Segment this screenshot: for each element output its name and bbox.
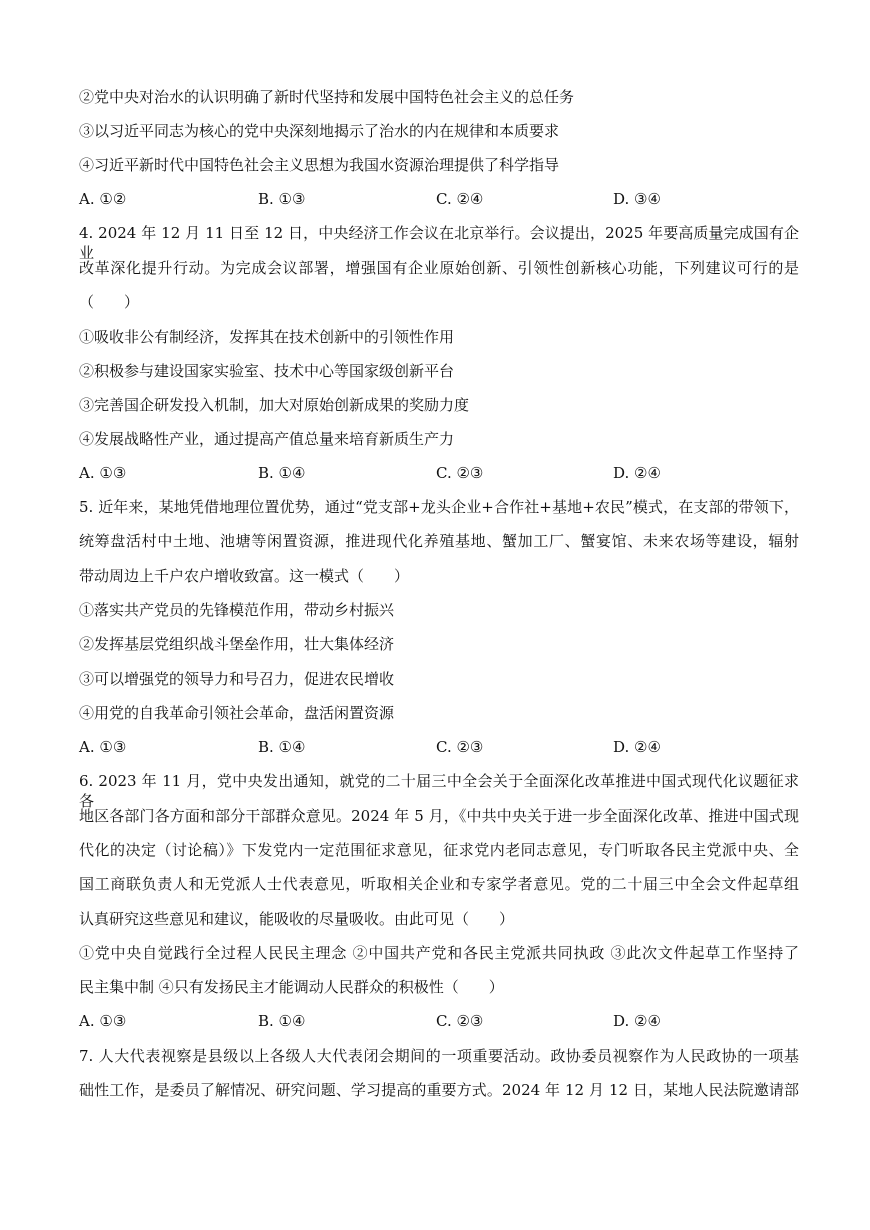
q6-stem-line-4: 国工商联负责人和无党派人士代表意见，听取相关企业和专家学者意见。党的二十届三中全会文件起草组	[79, 875, 799, 893]
q4-stem-line-2: 改革深化提升行动。为完成会议部署，增强国有企业原始创新、引领性创新核心功能，下列建议可行的是	[79, 259, 799, 277]
q6-stem-line-5: 认真研究这些意见和建议，能吸收的尽量吸收。由此可见（ ）	[79, 910, 515, 928]
q3-choice-a: A. ①②	[79, 190, 127, 208]
q6-stem-line-2: 地区各部门各方面和部分干部群众意见。2024 年 5 月，《中共中央关于进一步全面深化改革、推进中国式现	[79, 807, 799, 825]
q5-option-3: ③可以增强党的领导力和号召力，促进农民增收	[79, 670, 395, 688]
q5-choice-a: A. ①③	[79, 738, 127, 756]
q4-option-2: ②积极参与建设国家实验室、技术中心等国家级创新平台	[79, 362, 455, 380]
q5-choice-c: C. ②③	[436, 738, 484, 756]
q7-stem-line-2: 础性工作，是委员了解情况、研究问题、学习提高的重要方式。2024 年 12 月 12 日，某地人民法院邀请部	[79, 1081, 799, 1099]
q4-choice-b: B. ①④	[258, 464, 306, 482]
q3-choice-c: C. ②④	[436, 190, 484, 208]
q6-stem-line-1: 6. 2023 年 11 月，党中央发出通知，就党的二十届三中全会关于全面深化改革推进中国式现代化议题征求各	[79, 772, 799, 810]
q3-option-3: ③以习近平同志为核心的党中央深刻地揭示了治水的内在规律和本质要求	[79, 122, 560, 140]
q5-stem-line-3: 带动周边上千户农户增收致富。这一模式（ ）	[79, 567, 410, 585]
q5-option-4: ④用党的自我革命引领社会革命，盘活闲置资源	[79, 704, 395, 722]
q5-stem-line-1: 5. 近年来，某地凭借地理位置优势，通过“党支部+龙头企业+合作社+基地+农民”模式，在支部的带领下，	[79, 498, 799, 516]
q4-choice-d: D. ②④	[613, 464, 661, 482]
q3-option-2: ②党中央对治水的认识明确了新时代坚持和发展中国特色社会主义的总任务	[79, 88, 575, 106]
q4-option-1: ①吸收非公有制经济，发挥其在技术创新中的引领性作用	[79, 328, 455, 346]
q3-choice-b: B. ①③	[258, 190, 306, 208]
q6-choice-b: B. ①④	[258, 1012, 306, 1030]
q7-stem-line-1: 7. 人大代表视察是县级以上各级人大代表闭会期间的一项重要活动。政协委员视察作为人民政协的一项基	[79, 1047, 799, 1065]
q6-choice-a: A. ①③	[79, 1012, 127, 1030]
q3-option-4: ④习近平新时代中国特色社会主义思想为我国水资源治理提供了科学指导	[79, 156, 560, 174]
q3-choice-d: D. ③④	[613, 190, 661, 208]
q4-stem-line-1: 4. 2024 年 12 月 11 日至 12 日，中央经济工作会议在北京举行。会议提出，2025 年要高质量完成国有企业	[79, 224, 799, 262]
q4-option-4: ④发展战略性产业，通过提高产值总量来培育新质生产力	[79, 430, 455, 448]
q5-stem-line-2: 统筹盘活村中土地、池塘等闲置资源，推进现代化养殖基地、蟹加工厂、蟹宴馆、未来农场等建设，辐射	[79, 532, 799, 550]
q6-options-line-1: ①党中央自觉践行全过程人民民主理念 ②中国共产党和各民主党派共同执政 ③此次文件起草工作坚持了	[79, 944, 799, 962]
q5-choice-d: D. ②④	[613, 738, 661, 756]
q6-choice-c: C. ②③	[436, 1012, 484, 1030]
q4-option-3: ③完善国企研发投入机制，加大对原始创新成果的奖励力度	[79, 396, 470, 414]
q4-answer-blank: （ ）	[79, 293, 140, 311]
q5-choice-b: B. ①④	[258, 738, 306, 756]
q5-option-2: ②发挥基层党组织战斗堡垒作用，壮大集体经济	[79, 635, 395, 653]
q6-options-line-2: 民主集中制 ④只有发扬民主才能调动人民群众的积极性（ ）	[79, 978, 504, 996]
q6-stem-line-3: 代化的决定（讨论稿）》下发党内一定范围征求意见，征求党内老同志意见，专门听取各民主党派中央、全	[79, 841, 799, 859]
q4-choice-a: A. ①③	[79, 464, 127, 482]
q6-choice-d: D. ②④	[613, 1012, 661, 1030]
q5-option-1: ①落实共产党员的先锋模范作用，带动乡村振兴	[79, 601, 395, 619]
q4-choice-c: C. ②③	[436, 464, 484, 482]
